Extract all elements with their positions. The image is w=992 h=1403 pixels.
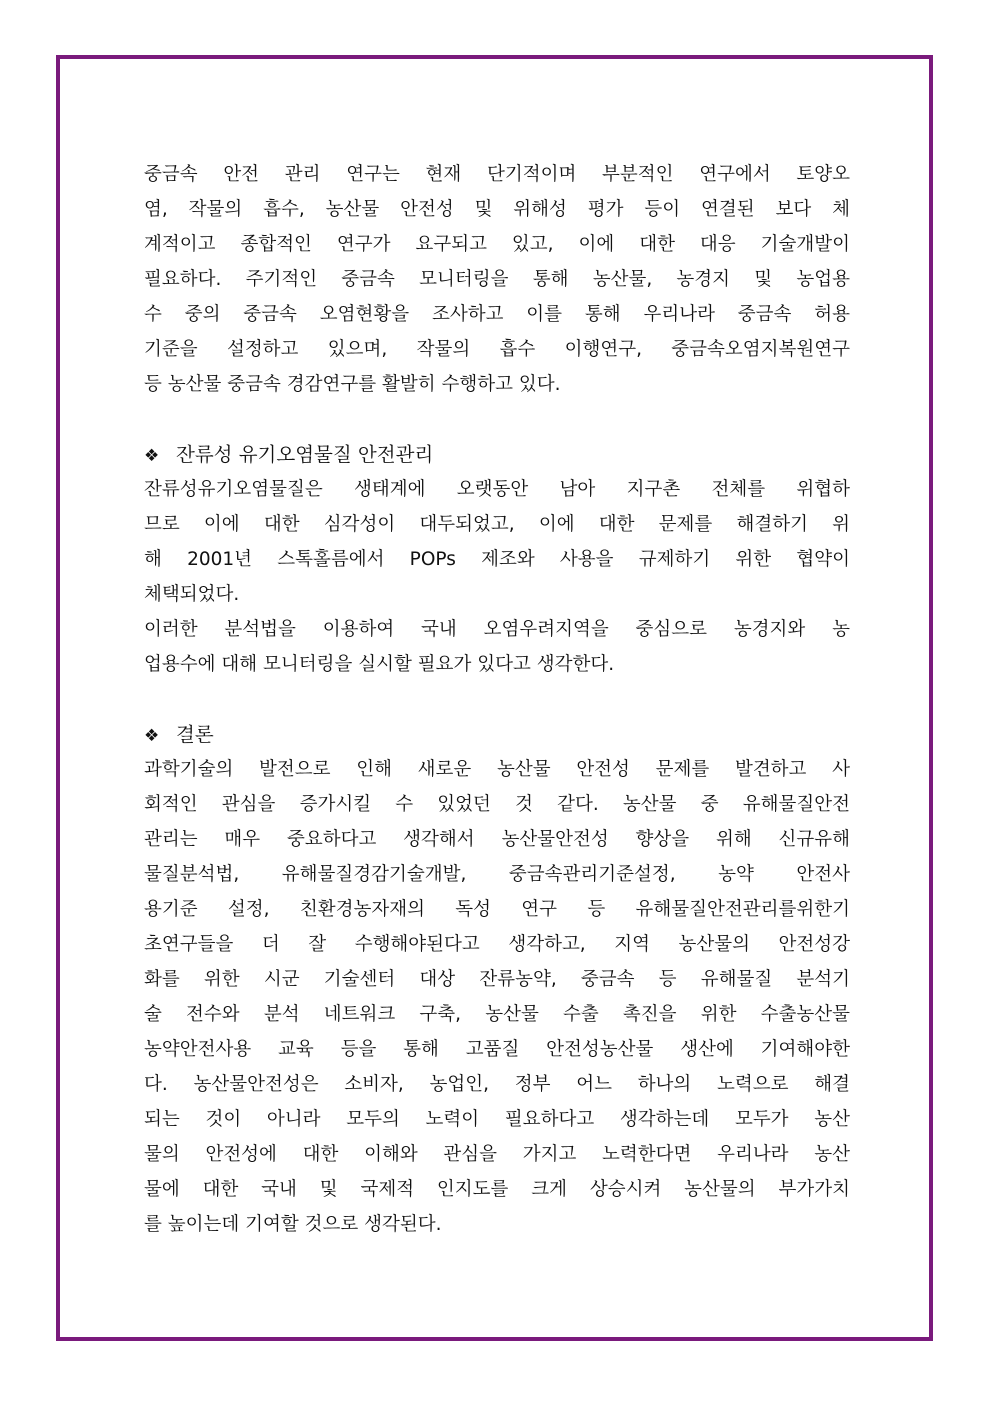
paragraph-line: 다. 농산물안전성은 소비자, 농업인, 정부 어느 하나의 노력으로 해결 <box>144 1074 850 1095</box>
paragraph-line: 잔류성유기오염물질은 생태계에 오랫동안 남아 지구촌 전체를 위협하 <box>144 479 850 500</box>
paragraph-line: 해 2001년 스톡홀름에서 POPs 제조와 사용을 규제하기 위한 협약이 <box>144 549 850 570</box>
paragraph-line: 등 농산물 중금속 경감연구를 활발히 수행하고 있다. <box>144 374 561 395</box>
paragraph-line: 중금속 안전 관리 연구는 현재 단기적이며 부분적인 연구에서 토양오 <box>144 164 850 185</box>
paragraph-line: 므로 이에 대한 심각성이 대두되었고, 이에 대한 문제를 해결하기 위 <box>144 514 850 535</box>
section-heading-conclusion <box>144 717 850 752</box>
paragraph-line: 화를 위한 시군 기술센터 대상 잔류농약, 중금속 등 유해물질 분석기 <box>144 969 850 990</box>
paragraph-line: 필요하다. 주기적인 중금속 모니터링을 통해 농산물, 농경지 및 농업용 <box>144 269 850 290</box>
paragraph-line: 업용수에 대해 모니터링을 실시할 필요가 있다고 생각한다. <box>144 654 615 675</box>
section-heading-pops <box>144 437 850 472</box>
paragraph-line: 농약안전사용 교육 등을 통해 고품질 안전성농산물 생산에 기여해야한 <box>144 1039 850 1060</box>
paragraph-line: 초연구들을 더 잘 수행해야된다고 생각하고, 지역 농산물의 안전성강 <box>144 934 850 955</box>
paragraph-line: 를 높이는데 기여할 것으로 생각된다. <box>144 1214 442 1235</box>
paragraph-line: 관리는 매우 중요하다고 생각해서 농산물안전성 향상을 위해 신규유해 <box>144 829 850 850</box>
paragraph-line: 이러한 분석법을 이용하여 국내 오염우려지역을 중심으로 농경지와 농 <box>144 619 850 640</box>
paragraph-line: 물에 대한 국내 및 국제적 인지도를 크게 상승시켜 농산물의 부가가치 <box>144 1179 850 1200</box>
paragraph-line: 물의 안전성에 대한 이해와 관심을 가지고 노력한다면 우리나라 농산 <box>144 1144 850 1165</box>
heavy-metal-paragraph <box>144 157 850 402</box>
paragraph-line: 술 전수와 분석 네트워크 구축, 농산물 수출 촉진을 위한 수출농산물 <box>144 1004 850 1025</box>
paragraph-line: 염, 작물의 흡수, 농산물 안전성 및 위해성 평가 등이 연결된 보다 체 <box>144 199 850 220</box>
document-body <box>144 157 850 1242</box>
section-heading-text: 결론 <box>176 723 214 746</box>
section-spacer <box>144 402 850 437</box>
paragraph-line: 과학기술의 발전으로 인해 새로운 농산물 안전성 문제를 발견하고 사 <box>144 759 850 780</box>
paragraph-line: 용기준 설정, 친환경농자재의 독성 연구 등 유해물질안전관리를위한기 <box>144 899 850 920</box>
paragraph-line: 계적이고 종합적인 연구가 요구되고 있고, 이에 대한 대응 기술개발이 <box>144 234 850 255</box>
pops-paragraph <box>144 472 850 682</box>
paragraph-line: 물질분석법, 유해물질경감기술개발, 중금속관리기준설정, 농약 안전사 <box>144 864 850 885</box>
paragraph-line: 회적인 관심을 증가시킬 수 있었던 것 같다. 농산물 중 유해물질안전 <box>144 794 850 815</box>
paragraph-line: 체택되었다. <box>144 584 240 605</box>
section-spacer <box>144 682 850 717</box>
paragraph-line: 되는 것이 아니라 모두의 노력이 필요하다고 생각하는데 모두가 농산 <box>144 1109 850 1130</box>
diamond-bullet-icon: ❖ <box>144 726 160 746</box>
paragraph-line: 수 중의 중금속 오염현황을 조사하고 이를 통해 우리나라 중금속 허용 <box>144 304 850 325</box>
conclusion-paragraph <box>144 752 850 1242</box>
diamond-bullet-icon: ❖ <box>144 446 160 466</box>
section-heading-text: 잔류성 유기오염물질 안전관리 <box>176 443 434 466</box>
paragraph-line: 기준을 설정하고 있으며, 작물의 흡수 이행연구, 중금속오염지복원연구 <box>144 339 850 360</box>
